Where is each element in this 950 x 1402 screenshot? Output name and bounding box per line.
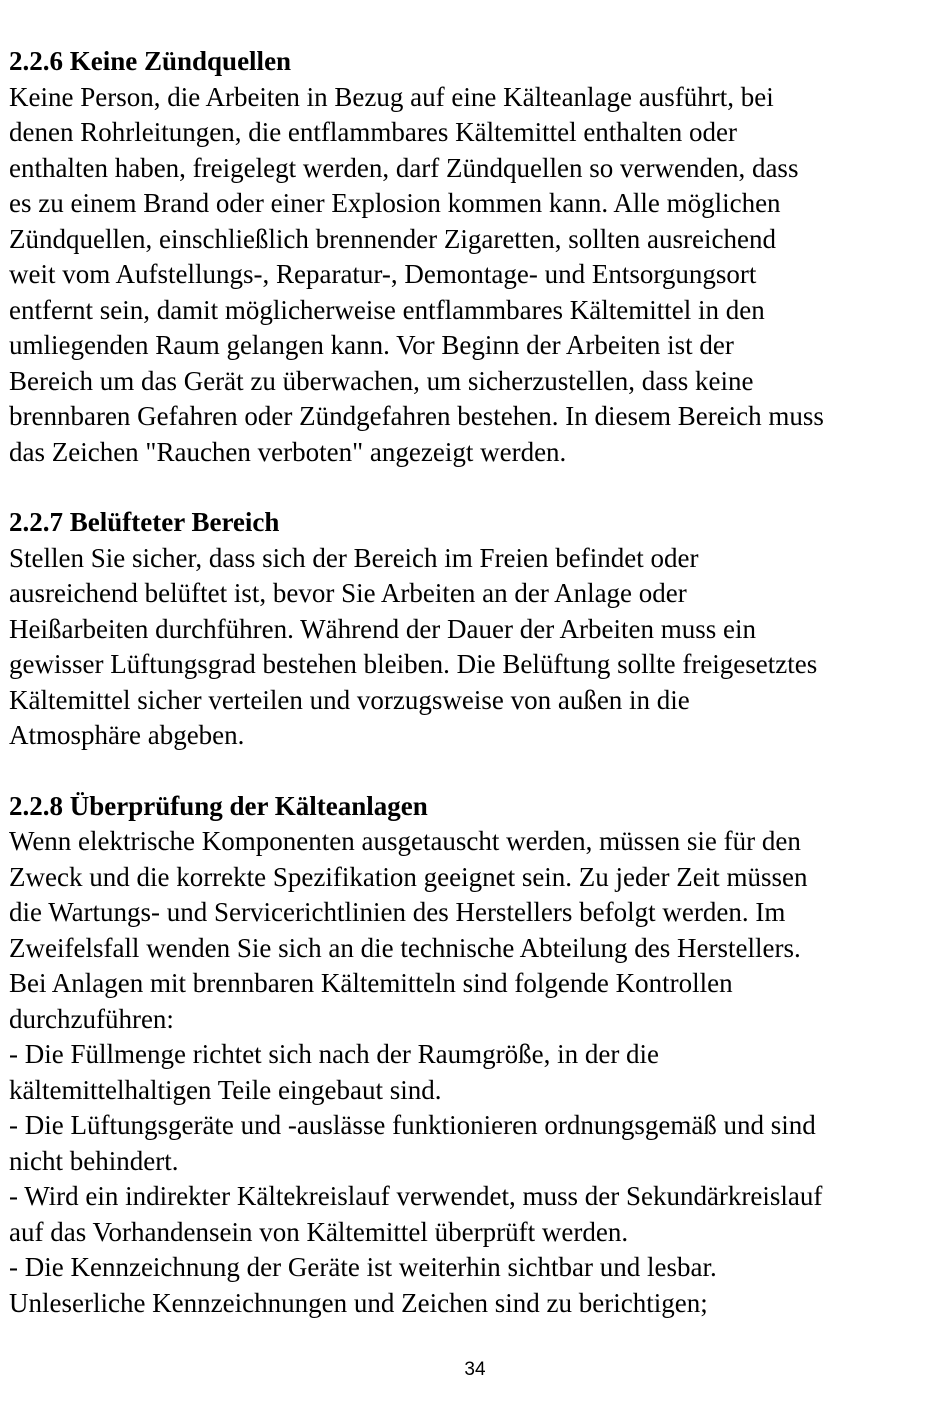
body-line: Stellen Sie sicher, dass sich der Bereich im Freien befindet oder bbox=[9, 542, 699, 573]
body-line: Zündquellen, einschließlich brennender Zigaretten, sollten ausreichend bbox=[9, 223, 776, 254]
body-line: ausreichend belüftet ist, bevor Sie Arbeiten an der Anlage oder bbox=[9, 578, 687, 608]
section-2-2-7 bbox=[9, 505, 945, 754]
body-line: auf das Vorhandensein von Kältemittel überprüft werden. bbox=[9, 1216, 629, 1247]
body-line: Unleserliche Kennzeichnungen und Zeichen sind zu berichtigen; bbox=[9, 1287, 708, 1318]
body-line: denen Rohrleitungen, die entflammbares Kältemittel enthalten oder bbox=[9, 117, 737, 147]
section-heading: 2.2.8 Überprüfung der Kälteanlagen bbox=[9, 790, 428, 821]
section-heading: 2.2.7 Belüfteter Bereich bbox=[9, 507, 280, 537]
body-line: die Wartungs- und Servicerichtlinien des Herstellers befolgt werden. Im bbox=[9, 897, 786, 927]
body-line: kältemittelhaltigen Teile eingebaut sind. bbox=[9, 1074, 442, 1105]
page-number: 34 bbox=[464, 1359, 486, 1380]
body-line: nicht behindert. bbox=[9, 1145, 179, 1176]
body-line: - Wird ein indirekter Kältekreislauf verwendet, muss der Sekundärkreislauf bbox=[9, 1181, 823, 1211]
body-line: Kältemittel sicher verteilen und vorzugsweise von außen in die bbox=[9, 684, 690, 715]
body-line: Keine Person, die Arbeiten in Bezug auf eine Kälteanlage ausführt, bei bbox=[9, 81, 774, 112]
body-line: durchzuführen: bbox=[9, 1003, 174, 1034]
body-line: das Zeichen "Rauchen verboten" angezeigt werden. bbox=[9, 436, 567, 467]
section-2-2-6 bbox=[9, 44, 945, 470]
body-line: brennbaren Gefahren oder Zündgefahren bestehen. In diesem Bereich muss bbox=[9, 401, 824, 431]
body-line: - Die Füllmenge richtet sich nach der Raumgröße, in der die bbox=[9, 1039, 660, 1069]
body-line: Bei Anlagen mit brennbaren Kältemitteln sind folgende Kontrollen bbox=[9, 968, 733, 998]
section-2-2-8 bbox=[9, 789, 945, 1322]
body-line: - Die Kennzeichnung der Geräte ist weiterhin sichtbar und lesbar. bbox=[9, 1252, 717, 1282]
body-line: Heißarbeiten durchführen. Während der Dauer der Arbeiten muss ein bbox=[9, 613, 756, 644]
body-line: es zu einem Brand oder einer Explosion kommen kann. Alle möglichen bbox=[9, 188, 781, 218]
body-line: Atmosphäre abgeben. bbox=[9, 720, 245, 750]
body-line: weit vom Aufstellungs-, Reparatur-, Demontage- und Entsorgungsort bbox=[9, 259, 757, 289]
body-line: gewisser Lüftungsgrad bestehen bleiben. Die Belüftung sollte freigesetztes bbox=[9, 649, 818, 679]
body-line: - Die Lüftungsgeräte und -auslässe funktionieren ordnungsgemäß und sind bbox=[9, 1110, 816, 1140]
body-line: entfernt sein, damit möglicherweise entflammbares Kältemittel in den bbox=[9, 294, 765, 325]
body-line: umliegenden Raum gelangen kann. Vor Beginn der Arbeiten ist der bbox=[9, 330, 734, 360]
section-heading: 2.2.6 Keine Zündquellen bbox=[9, 46, 292, 76]
document-page bbox=[9, 44, 945, 1356]
body-line: Wenn elektrische Komponenten ausgetauscht werden, müssen sie für den bbox=[9, 826, 801, 856]
body-line: enthalten haben, freigelegt werden, darf Zündquellen so verwenden, dass bbox=[9, 152, 799, 183]
body-line: Bereich um das Gerät zu überwachen, um sicherzustellen, dass keine bbox=[9, 365, 754, 396]
body-line: Zweck und die korrekte Spezifikation geeignet sein. Zu jeder Zeit müssen bbox=[9, 861, 808, 892]
body-line: Zweifelsfall wenden Sie sich an die technische Abteilung des Herstellers. bbox=[9, 932, 801, 963]
